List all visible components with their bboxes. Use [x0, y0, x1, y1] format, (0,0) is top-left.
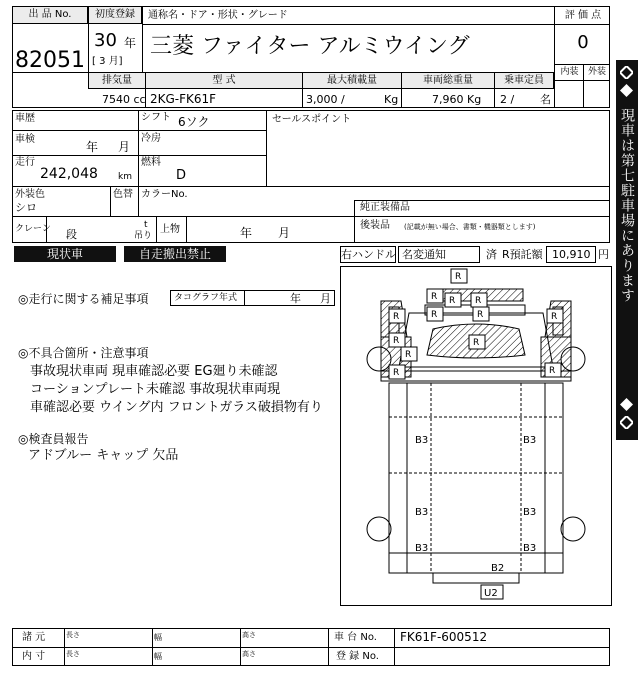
car-name-label: 通称名・ドア・形状・グレード	[148, 10, 288, 21]
lot-number: 82051	[15, 48, 85, 73]
gross-weight-value: 7,960 Kg	[432, 93, 482, 106]
car-name: 三菱 ファイター アルミウイング	[150, 34, 470, 59]
r-deposit-label: R預託額	[502, 248, 543, 261]
length-label: 長さ	[66, 650, 80, 658]
displacement-label: 排気量	[88, 72, 146, 89]
svg-text:R: R	[393, 312, 400, 322]
svg-text:B3: B3	[415, 507, 429, 518]
svg-text:R: R	[393, 336, 400, 346]
genuine-label: 純正装備品	[360, 202, 410, 213]
gross-weight-label: 車両総重量	[401, 72, 495, 89]
svg-text:B3: B3	[415, 435, 429, 446]
svg-text:R: R	[477, 310, 484, 320]
tacho-year: 年	[290, 292, 301, 305]
length-label: 長さ	[66, 631, 80, 639]
tacho-label: タコグラフ年式	[174, 293, 238, 303]
naisun-label: 内 寸	[22, 651, 46, 662]
svg-text:R: R	[551, 312, 558, 322]
shogen-label: 諸 元	[22, 632, 46, 643]
exterior-label: 外装	[587, 67, 606, 77]
capacity-unit: 名	[540, 93, 551, 106]
meihen-value: 済	[486, 248, 497, 261]
truck-diagram	[341, 267, 611, 605]
location-sidebar	[616, 60, 638, 440]
ac-label: 冷房	[141, 133, 161, 144]
svg-text:R: R	[449, 296, 456, 306]
yen-label: 円	[598, 248, 609, 261]
r-deposit-value: 10,910	[552, 248, 591, 261]
meihen-label: 名変通知	[402, 248, 446, 261]
fuel-value: D	[176, 168, 187, 183]
color-change-label: 色替	[113, 189, 133, 200]
diamond-icon	[620, 416, 633, 429]
interior-label: 内装	[560, 67, 579, 77]
reg-label: 登 録 No.	[336, 651, 379, 662]
width-label: 幅	[154, 652, 162, 661]
crane-label: クレーン	[15, 224, 51, 234]
mileage-unit: km	[118, 172, 132, 182]
defects-title: ◎不具合箇所・注意事項	[18, 346, 149, 360]
shift-label: シフト	[141, 112, 171, 123]
diamond-icon	[620, 84, 633, 97]
displacement-value: 7540 cc	[102, 93, 146, 106]
svg-text:R: R	[431, 310, 438, 320]
max-load-value: 3,000 /	[306, 93, 345, 106]
model-value: 2KG-FK61F	[150, 92, 217, 106]
svg-text:R: R	[455, 272, 462, 282]
inspector-title: ◎検査員報告	[18, 432, 89, 446]
upper-label: 上物	[160, 224, 180, 235]
location-text: 現車は第七駐車場にあります	[619, 108, 635, 303]
shift-value: 6ソク	[178, 115, 210, 129]
crane-dan: 段	[66, 228, 77, 241]
capacity-value: 2 /	[500, 93, 515, 106]
sales-point-label: セールスポイント	[272, 114, 352, 125]
tacho-month: 月	[320, 292, 331, 305]
inspection-label: 車検	[15, 134, 35, 145]
upper-year: 年	[240, 226, 253, 240]
svg-text:R: R	[405, 350, 412, 360]
height-label: 高さ	[242, 650, 256, 658]
color-no-label: カラーNo.	[141, 189, 188, 200]
max-load-label: 最大積載量	[302, 72, 402, 89]
ext-color-value: シロ	[15, 201, 37, 214]
defect-line: 車確認必要 ウイング内 フロントガラス破損物有り	[30, 400, 323, 415]
crane-tsuri: 吊り	[134, 231, 153, 241]
aftermarket-label: 後装品	[360, 220, 390, 231]
handle-box: 右ハンドル	[341, 248, 396, 261]
first-reg-month: [ 3 月]	[92, 56, 123, 67]
first-reg-year: 30	[94, 30, 117, 51]
defect-line: コーションプレート未確認 事故現状車両現	[30, 382, 281, 397]
rating-label: 評 価 点	[564, 10, 602, 21]
jisou-badge: 自走搬出禁止	[124, 246, 226, 262]
first-reg-label: 初度登録	[88, 6, 142, 24]
svg-text:R: R	[475, 296, 482, 306]
upper-month: 月	[278, 226, 291, 240]
first-reg-year-unit: 年	[124, 36, 137, 50]
svg-text:R: R	[549, 366, 556, 376]
crane-t: t	[144, 220, 148, 230]
genjo-badge: 現状車	[14, 246, 116, 262]
inspection-month: 月	[118, 140, 131, 154]
max-load-unit: Kg	[384, 93, 399, 106]
diamond-icon	[620, 66, 633, 79]
model-label: 型 式	[145, 72, 303, 89]
aftermarket-note: (記載が無い場合、書類・機器類とします)	[404, 223, 536, 231]
height-label: 高さ	[242, 631, 256, 639]
defect-line: 事故現状車両 現車確認必要 EG廻り未確認	[30, 364, 278, 379]
svg-text:B3: B3	[523, 435, 537, 446]
inspector-line: アドブルー キャップ 欠品	[28, 448, 179, 463]
svg-text:R: R	[431, 292, 438, 302]
svg-text:U2: U2	[484, 588, 498, 599]
capacity-label: 乗車定員	[494, 72, 554, 89]
svg-text:B3: B3	[523, 507, 537, 518]
ext-color-label: 外装色	[15, 189, 45, 200]
chassis-label: 車 台 No.	[334, 632, 377, 643]
svg-text:B3: B3	[415, 543, 429, 554]
svg-text:R: R	[473, 338, 480, 348]
inspection-year: 年	[86, 140, 99, 154]
lot-label: 出 品 No.	[12, 6, 88, 24]
fuel-label: 燃料	[141, 157, 161, 168]
history-label: 車歴	[15, 113, 35, 124]
svg-text:B2: B2	[491, 563, 505, 574]
width-label: 幅	[154, 633, 162, 642]
running-title: ◎走行に関する補足事項	[18, 292, 149, 306]
mileage-value: 242,048	[40, 166, 98, 182]
svg-text:B3: B3	[523, 543, 537, 554]
diamond-icon	[620, 398, 633, 411]
mileage-label: 走行	[15, 157, 35, 168]
chassis-number: FK61F-600512	[400, 630, 488, 644]
svg-text:R: R	[393, 368, 400, 378]
rating-value: 0	[577, 32, 589, 53]
